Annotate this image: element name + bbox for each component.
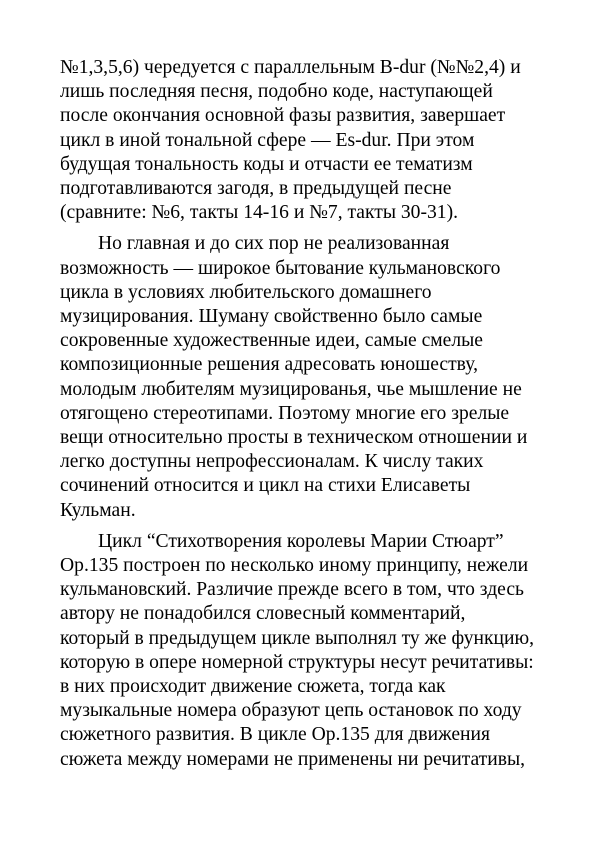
paragraph-2 — [60, 232, 538, 522]
text-line: отягощено стереотипами. Поэтому многие его зрелые — [60, 402, 510, 424]
text-line: вещи относительно просты в техническом отношении и — [60, 427, 528, 449]
text-line: возможность — широкое бытование кульмановского — [60, 257, 501, 279]
text-line: композиционные решения адресовать юношеству, — [60, 354, 479, 376]
paragraph-3 — [60, 530, 538, 772]
text-line: цикл в иной тональной сфере — Es-dur. При этом — [60, 129, 475, 151]
text-line: который в предыдущем цикле выполнял ту же функцию, — [60, 627, 535, 649]
text-line: музыкальные номера образуют цепь остановок по ходу — [60, 700, 522, 722]
text-line: сокровенные художественные идеи, самые смелые — [60, 330, 484, 352]
text-line: цикла в условиях любительского домашнего — [60, 281, 432, 303]
text-line: которую в опере номерной структуры несут речитативы: — [60, 651, 534, 673]
text-line: Но главная и до сих пор не реализованная — [98, 233, 450, 255]
text-line: (сравните: №6, такты 14-16 и №7, такты 30-31). — [60, 202, 459, 224]
text-line: сюжета между номерами не применены ни речитативы, — [60, 748, 526, 770]
text-line: сюжетного развития. В цикле Op.135 для движения — [60, 724, 491, 746]
text-line: молодым любителям музицированья, чье мышление не — [60, 378, 522, 400]
text-line: Кульман. — [60, 499, 136, 521]
paragraph-1 — [60, 56, 538, 225]
body-text — [60, 56, 538, 772]
text-line: подготавливаются загодя, в предыдущей песне — [60, 178, 452, 200]
text-line: лишь последняя песня, подобно коде, наступающей — [60, 81, 493, 103]
text-line: Op.135 построен по несколько иному принципу, нежели — [60, 555, 529, 577]
text-line: автору не понадобился словесный комментарий, — [60, 603, 466, 625]
text-line: кульмановский. Различие прежде всего в том, что здесь — [60, 579, 524, 601]
text-line: музицирования. Шуману свойственно было самые — [60, 306, 483, 328]
text-line: в них происходит движение сюжета, тогда как — [60, 676, 446, 698]
text-line: сочинений относится и цикл на стихи Елисаветы — [60, 475, 471, 497]
text-line: после окончания основной фазы развития, завершает — [60, 105, 506, 127]
text-line: будущая тональность коды и отчасти ее тематизм — [60, 153, 473, 175]
text-line: Цикл “Стихотворения королевы Марии Стюарт” — [98, 530, 504, 552]
text-line: №1,3,5,6) чередуется с параллельным B-dur (№№2,4) и — [60, 57, 521, 78]
text-line: легко доступны непрофессионалам. К числу таких — [60, 451, 484, 473]
